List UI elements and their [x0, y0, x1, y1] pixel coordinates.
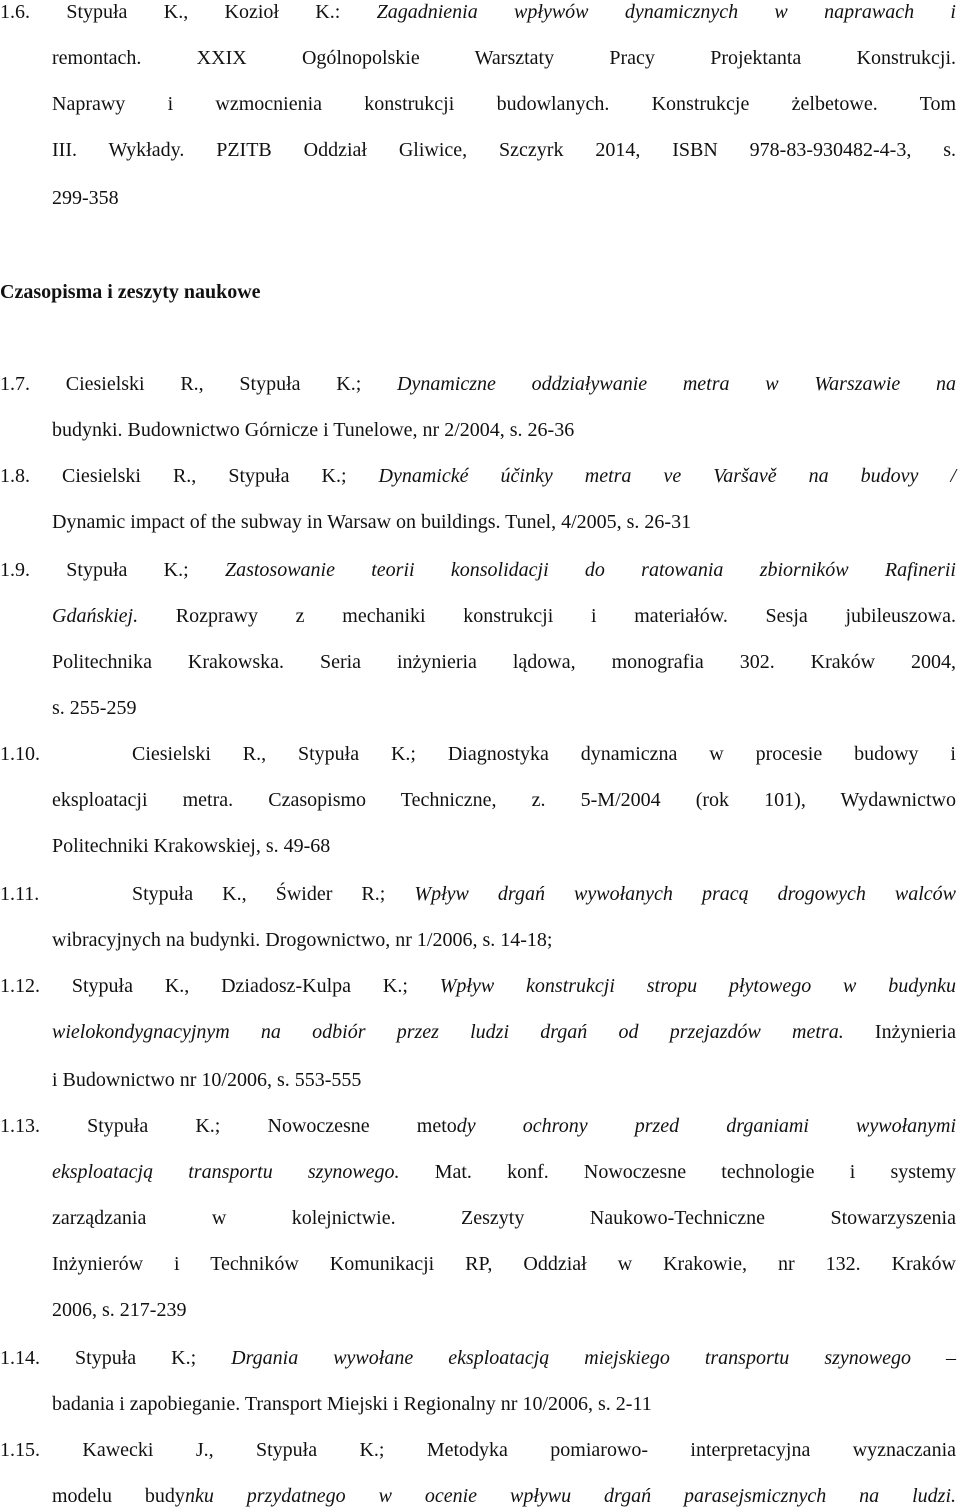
entry-1-14-line-2: badania i zapobieganie. Transport Miejski i Regionalny nr 10/2006, s. 2-11: [52, 1393, 652, 1415]
entry-1-10-line-3: Politechniki Krakowskiej, s. 49-68: [52, 835, 331, 857]
entry-1-6-line-1: 1.6. Stypuła K., Kozioł K.: Zagadnienia wpływów dynamicznych w naprawach i: [0, 1, 956, 23]
section-heading: Czasopisma i zeszyty naukowe: [0, 281, 261, 303]
entry-1-6-line-4: III. Wykłady. PZITB Oddział Gliwice, Szczyrk 2014, ISBN 978-83-930482-4-3, s.: [52, 139, 956, 161]
entry-1-9-line-1: 1.9. Stypuła K.; Zastosowanie teorii konsolidacji do ratowania zbiorników Rafinerii: [0, 559, 956, 581]
entry-1-10-line-2: eksploatacji metra. Czasopismo Techniczne, z. 5-M/2004 (rok 101), Wydawnictwo: [52, 789, 956, 811]
entry-1-13-line-5: 2006, s. 217-239: [52, 1299, 187, 1321]
entry-1-11-number: 1.11.: [0, 883, 40, 905]
entry-1-15-line-2: modelu budynku przydatnego w ocenie wpływu drgań parasejsmicznych na ludzi.: [52, 1485, 956, 1507]
entry-1-15-line-1: 1.15. Kawecki J., Stypuła K.; Metodyka pomiarowo- interpretacyjna wyznaczania: [0, 1439, 956, 1461]
entry-1-6-line-5: 299-358: [52, 187, 119, 209]
entry-1-10-line-1: Ciesielski R., Stypuła K.; Diagnostyka dynamiczna w procesie budowy i: [132, 743, 956, 765]
entry-1-13-line-4: Inżynierów i Techników Komunikacji RP, Oddział w Krakowie, nr 132. Kraków: [52, 1253, 956, 1275]
entry-1-12-line-3: i Budownictwo nr 10/2006, s. 553-555: [52, 1069, 362, 1091]
entry-1-13-line-3: zarządzania w kolejnictwie. Zeszyty Naukowo-Techniczne Stowarzyszenia: [52, 1207, 956, 1229]
entry-1-9-line-4: s. 255-259: [52, 697, 137, 719]
entry-1-8-line-2: Dynamic impact of the subway in Warsaw on buildings. Tunel, 4/2005, s. 26-31: [52, 511, 692, 533]
entry-1-8-line-1: 1.8. Ciesielski R., Stypuła K.; Dynamické účinky metra ve Varšavě na budovy /: [0, 465, 957, 487]
entry-1-13-line-2: eksploatacją transportu szynowego. Mat. konf. Nowoczesne technologie i systemy: [52, 1161, 956, 1183]
entry-1-12-line-1: 1.12. Stypuła K., Dziadosz-Kulpa K.; Wpływ konstrukcji stropu płytowego w budynku: [0, 975, 956, 997]
entry-1-6-line-2: remontach. XXIX Ogólnopolskie Warsztaty Pracy Projektanta Konstrukcji.: [52, 47, 956, 69]
entry-1-12-line-2: wielokondygnacyjnym na odbiór przez ludzi drgań od przejazdów metra. Inżynieria: [52, 1021, 956, 1043]
entry-1-13-line-1: 1.13. Stypuła K.; Nowoczesne metody ochrony przed drganiami wywołanymi: [0, 1115, 957, 1137]
entry-1-11-line-1: Stypuła K., Świder R.; Wpływ drgań wywołanych pracą drogowych walców: [132, 883, 957, 905]
entry-1-10-number: 1.10.: [0, 743, 40, 765]
entry-1-6-line-3: Naprawy i wzmocnienia konstrukcji budowlanych. Konstrukcje żelbetowe. Tom: [52, 93, 956, 115]
entry-1-9-line-2: Gdańskiej. Rozprawy z mechaniki konstrukcji i materiałów. Sesja jubileuszowa.: [52, 605, 956, 627]
entry-1-11-line-2: wibracyjnych na budynki. Drogownictwo, nr 1/2006, s. 14-18;: [52, 929, 553, 951]
entry-1-9-line-3: Politechnika Krakowska. Seria inżynieria lądowa, monografia 302. Kraków 2004,: [52, 651, 956, 673]
entry-1-14-line-1: 1.14. Stypuła K.; Drgania wywołane eksploatacją miejskiego transportu szynowego –: [0, 1347, 956, 1369]
entry-1-7-line-1: 1.7. Ciesielski R., Stypuła K.; Dynamiczne oddziaływanie metra w Warszawie na: [0, 373, 957, 395]
entry-1-7-line-2: budynki. Budownictwo Górnicze i Tunelowe, nr 2/2004, s. 26-36: [52, 419, 575, 441]
